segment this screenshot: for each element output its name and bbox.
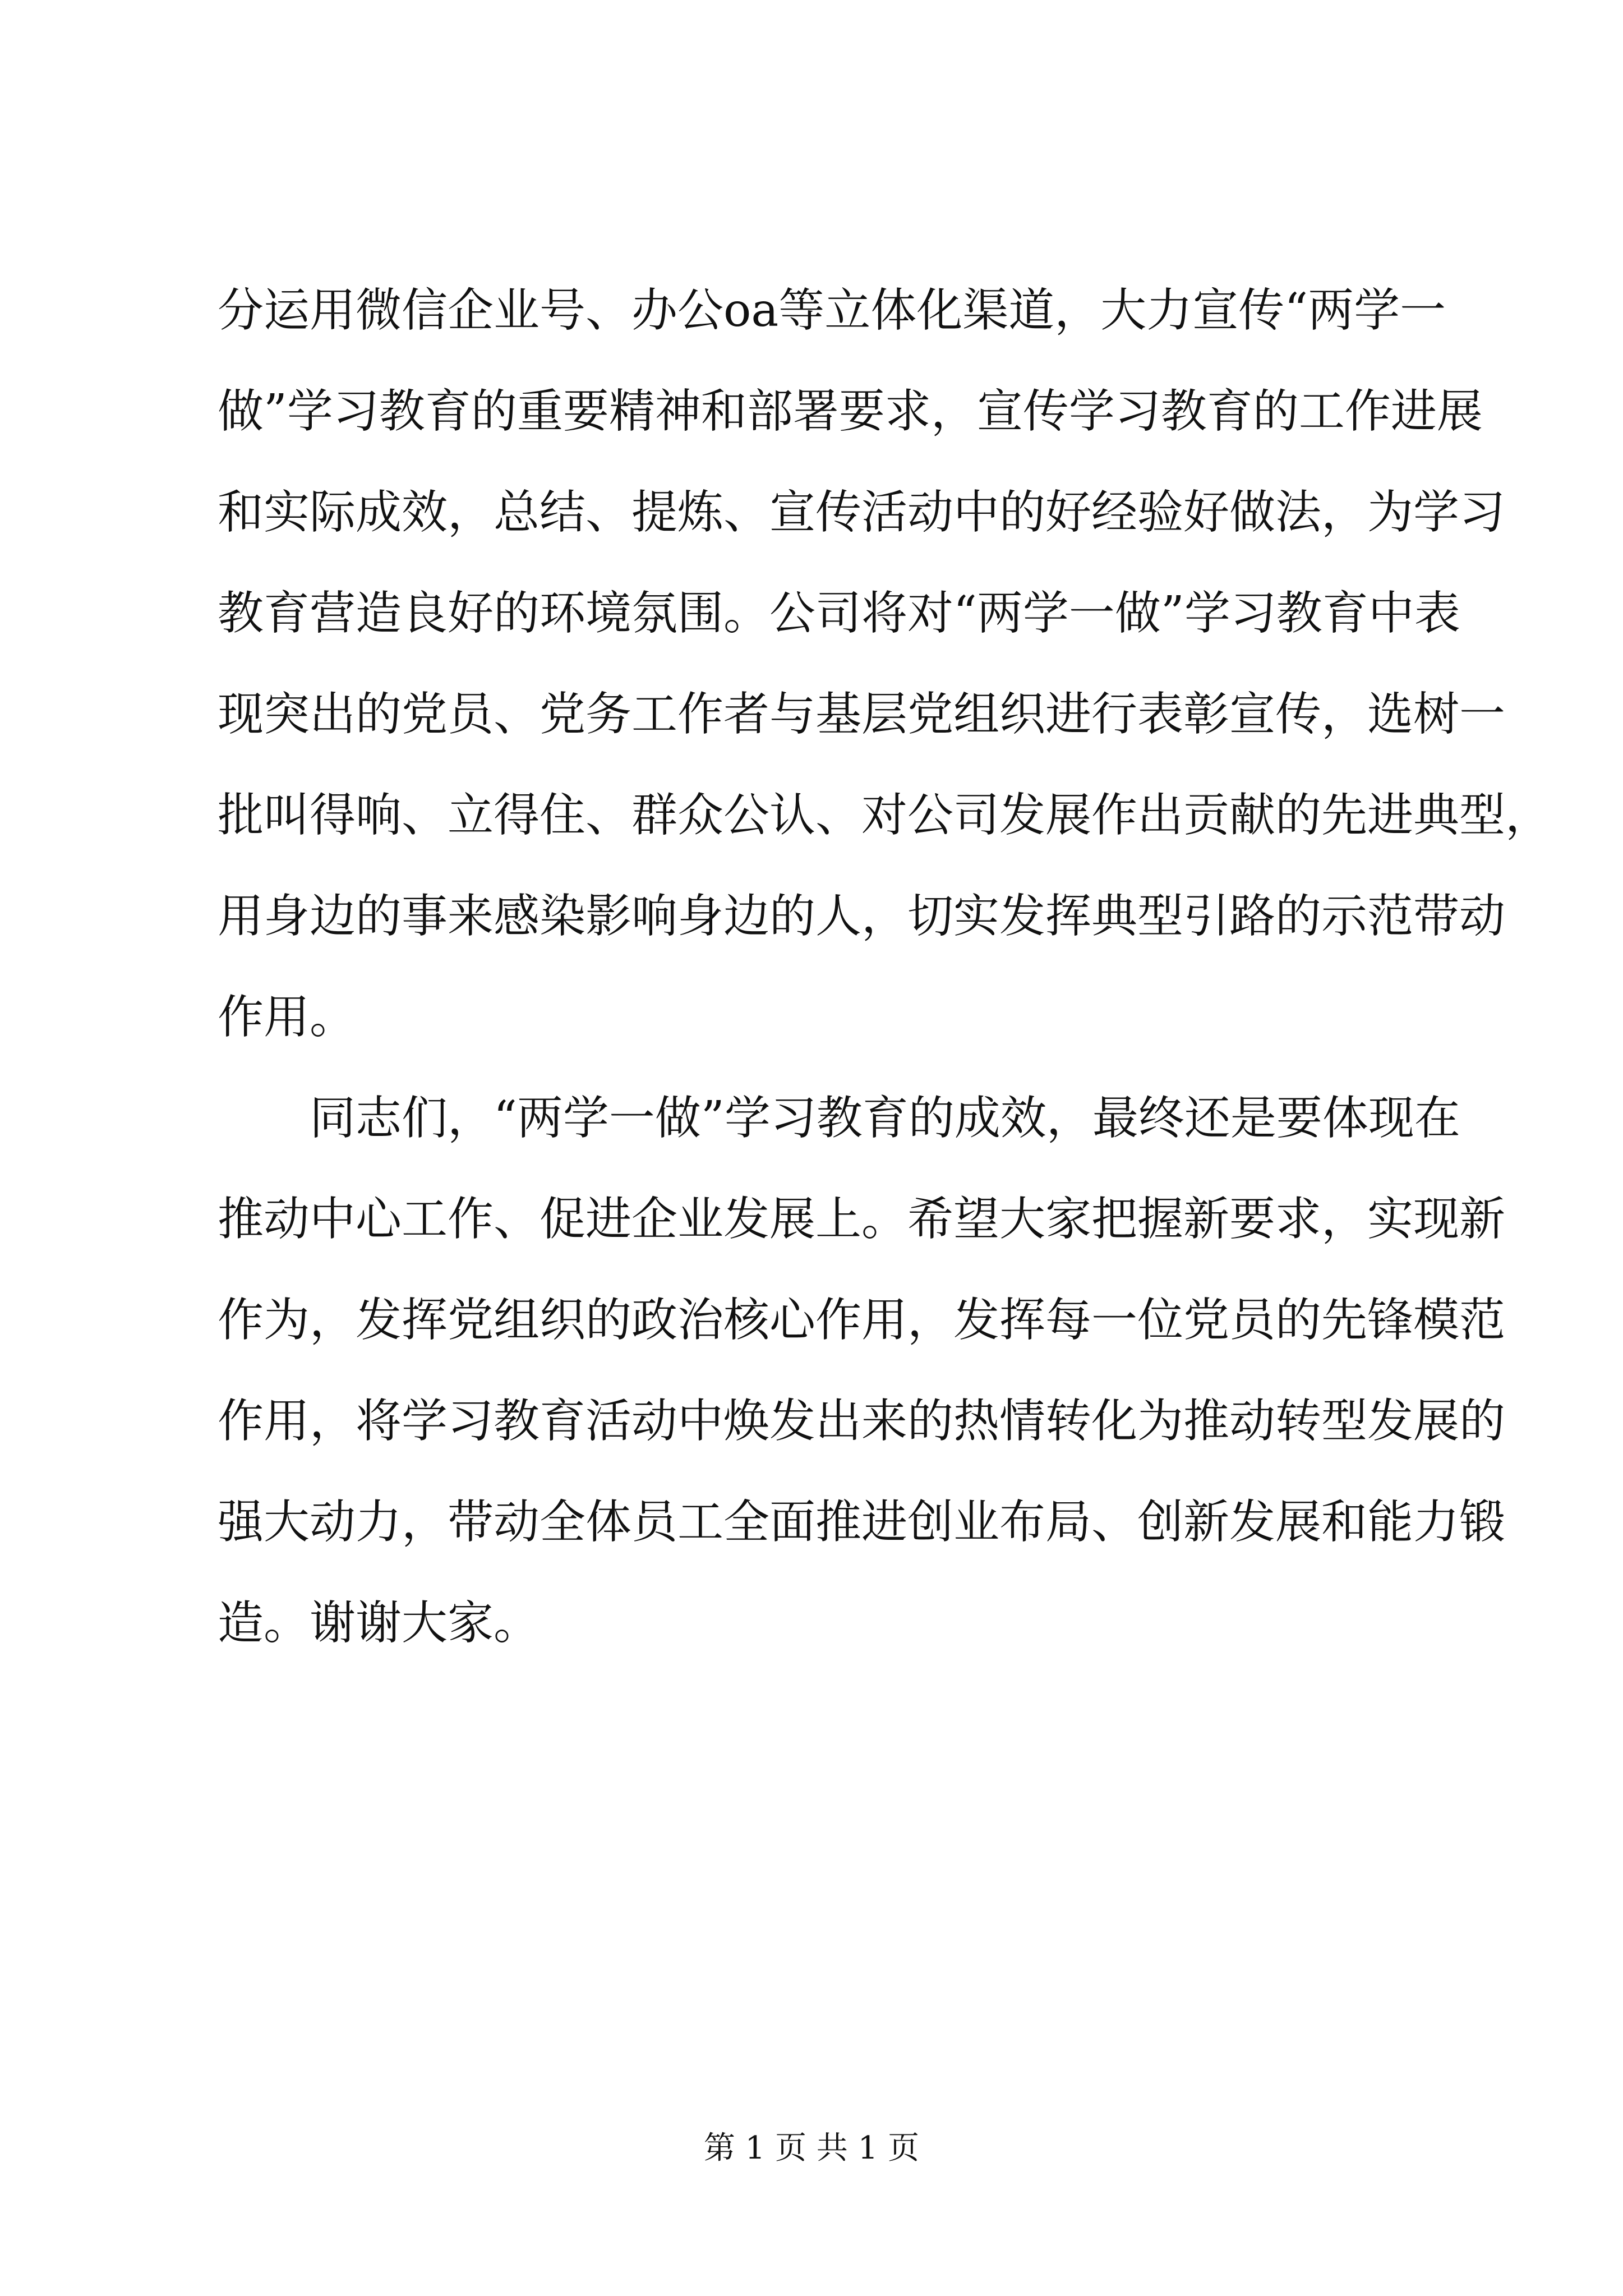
page-number-label: 第 1 页 共 1 页 <box>703 2130 920 2166</box>
text-line: 分运用微信企业号、办公oa等立体化渠道，大力宣传“两学一 <box>218 284 1446 337</box>
text-line: 同志们，“两学一做”学习教育的成效，最终还是要体现在 <box>310 1092 1460 1145</box>
text-line: 强大动力，带动全体员工全面推进创业布局、创新发展和能力锻 <box>218 1496 1506 1549</box>
text-line: 做”学习教育的重要精神和部署要求，宣传学习教育的工作进展 <box>218 385 1483 438</box>
text-line: 和实际成效，总结、提炼、宣传活动中的好经验好做法，为学习 <box>218 486 1506 539</box>
document-body <box>218 260 1552 1674</box>
text-line: 作用。 <box>218 991 356 1044</box>
text-line: 现突出的党员、党务工作者与基层党组织进行表彰宣传，选树一 <box>218 688 1506 741</box>
text-line: 推动中心工作、促进企业发展上。希望大家把握新要求，实现新 <box>218 1193 1506 1246</box>
page-footer <box>0 2126 1623 2171</box>
text-line: 造。谢谢大家。 <box>218 1596 540 1650</box>
text-line: 教育营造良好的环境氛围。公司将对“两学一做”学习教育中表 <box>218 587 1460 640</box>
text-line: 批叫得响、立得住、群众公认、对公司发展作出贡献的先进典型， <box>218 789 1552 842</box>
text-line: 用身边的事来感染影响身边的人，切实发挥典型引路的示范带动 <box>218 890 1506 943</box>
text-line: 作用，将学习教育活动中焕发出来的热情转化为推动转型发展的 <box>218 1395 1506 1448</box>
text-line: 作为，发挥党组织的政治核心作用，发挥每一位党员的先锋模范 <box>218 1294 1506 1347</box>
